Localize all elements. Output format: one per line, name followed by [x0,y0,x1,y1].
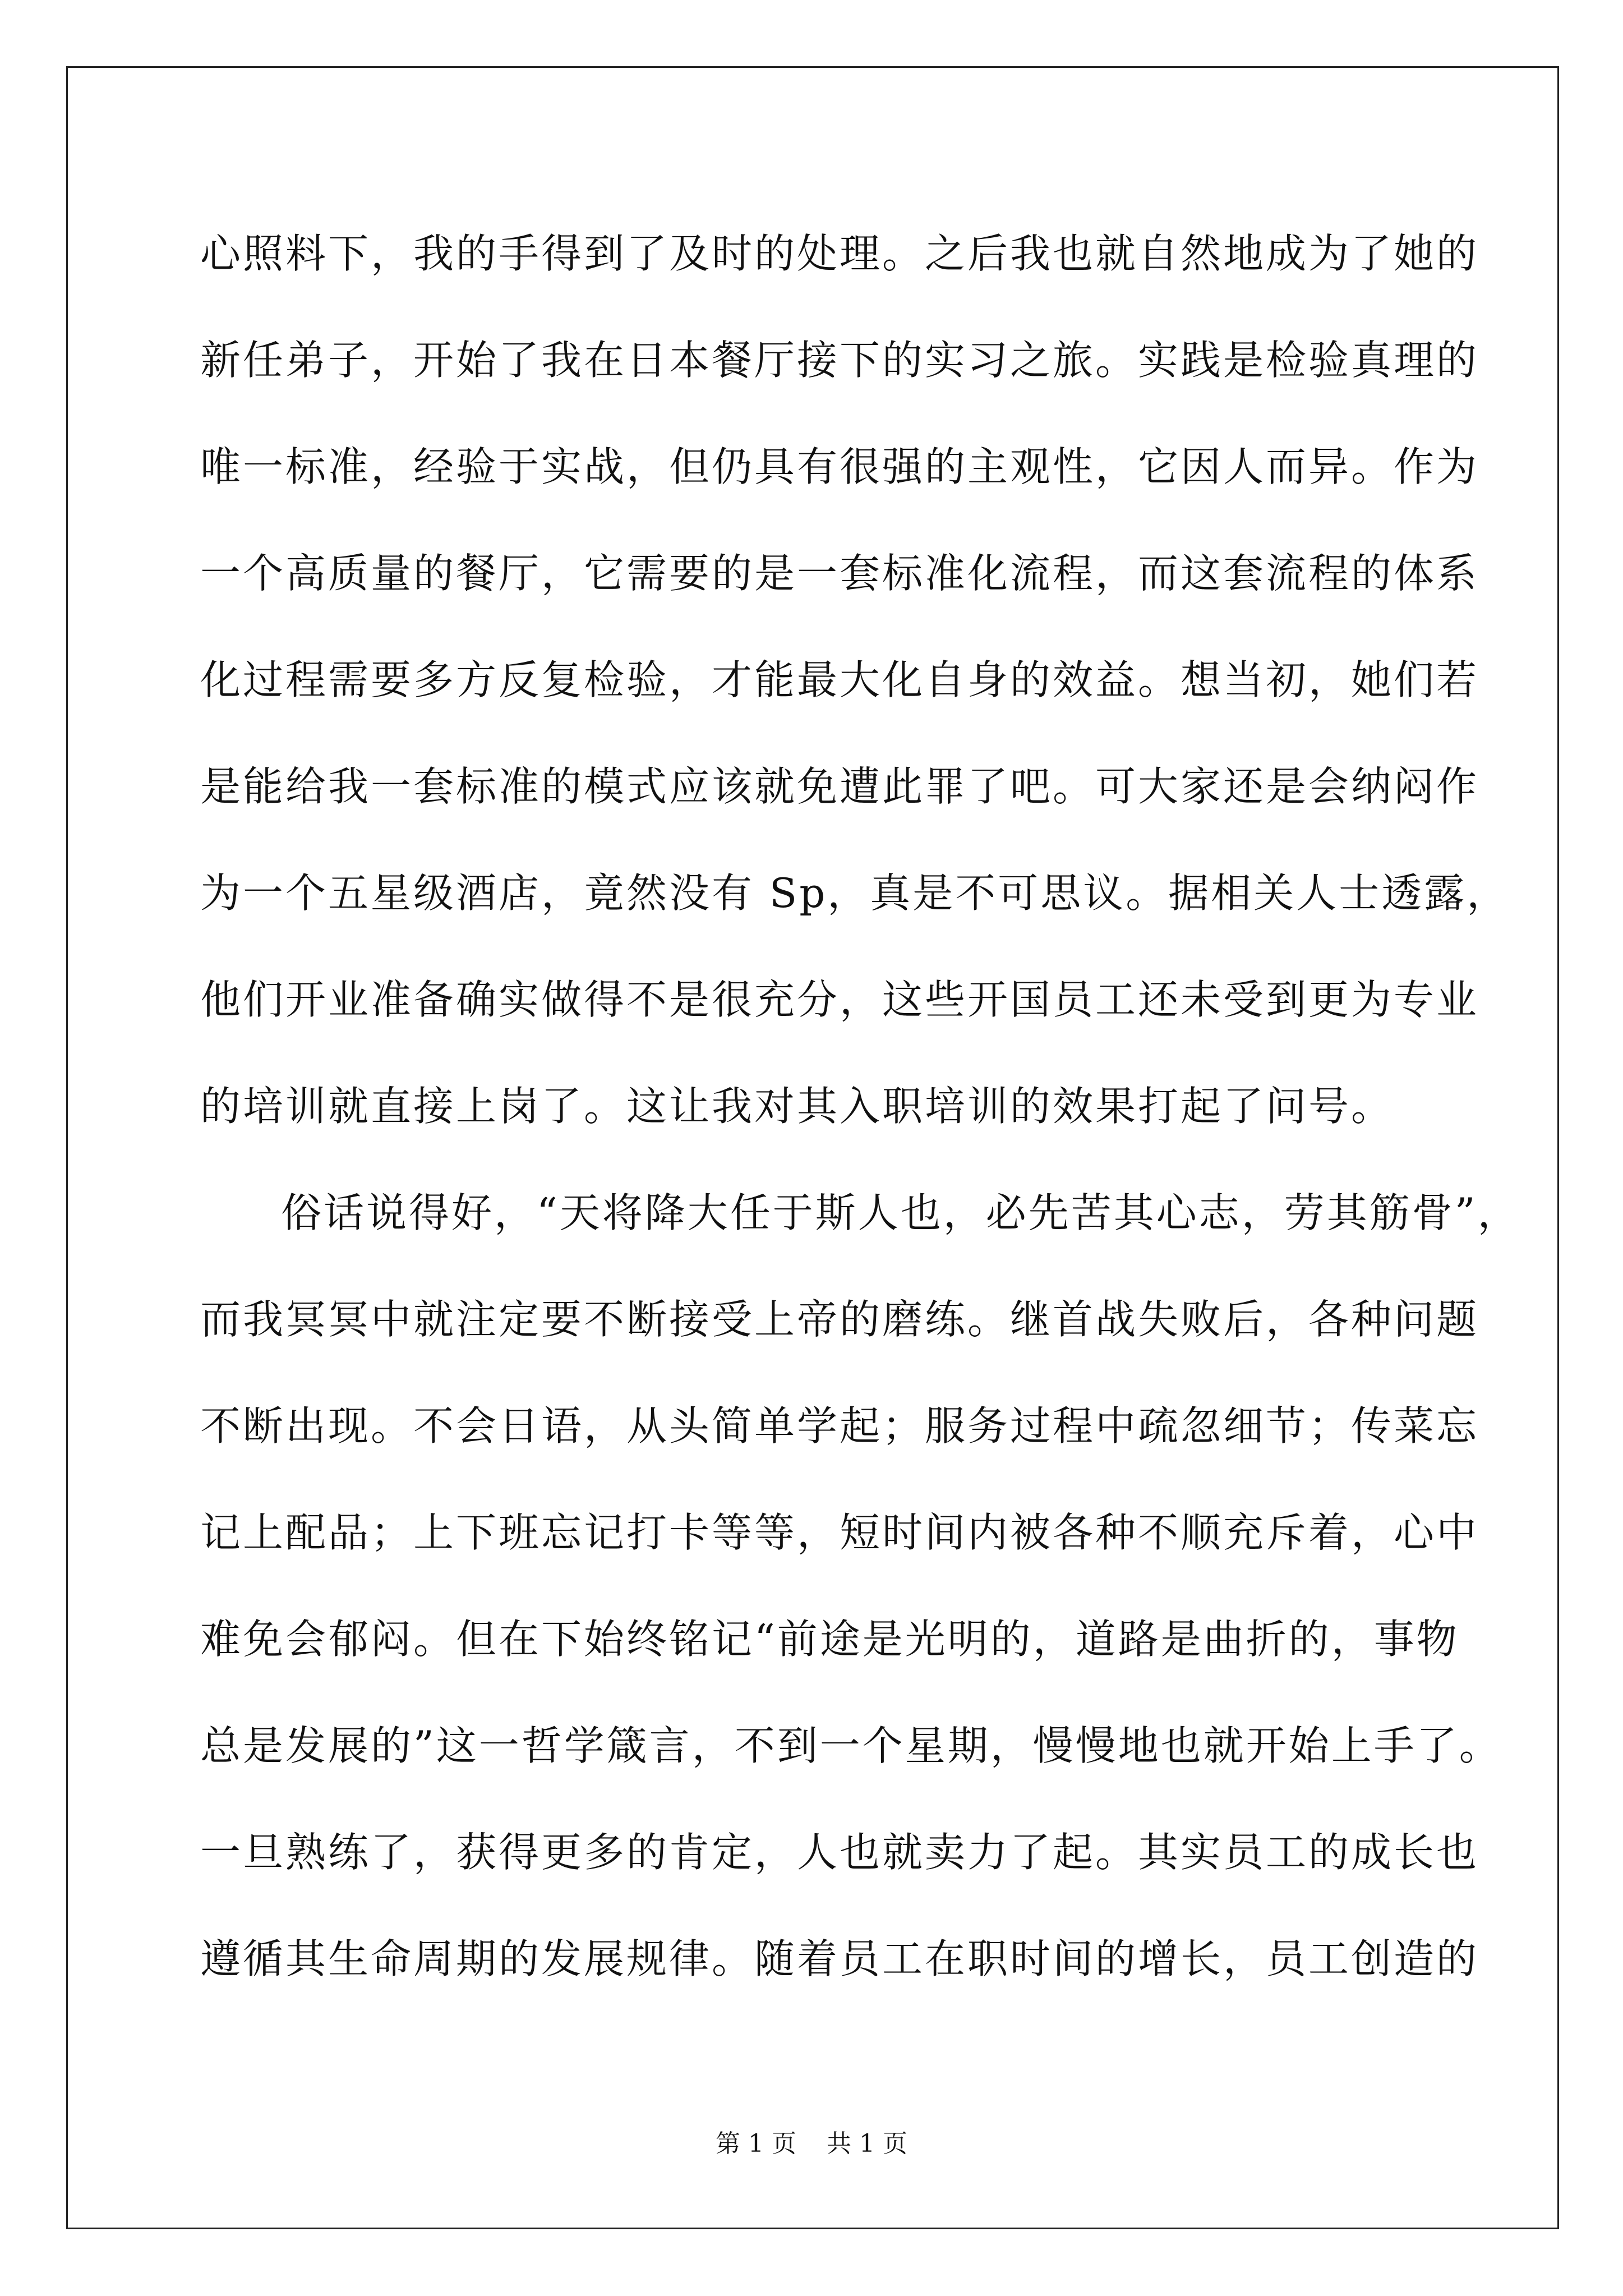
document-body [200,220,1520,2032]
text-line: 记上配品；上下班忘记打卡等等，短时间内被各种不顺充斥着，心中 [200,1509,1479,1556]
text-line: 是能给我一套标准的模式应该就免遭此罪了吧。可大家还是会纳闷作 [200,763,1479,810]
text-line: 化过程需要多方反复检验，才能最大化自身的效益。想当初，她们若 [200,656,1479,703]
text-line: 的培训就直接上岗了。这让我对其入职培训的效果打起了问号。 [200,1083,1394,1130]
text-line: 难免会郁闷。但在下始终铭记“前途是光明的，道路是曲折的，事物 [200,1616,1459,1663]
text-line: 一个高质量的餐厅，它需要的是一套标准化流程，而这套流程的体系 [200,550,1479,597]
text-line: 为一个五星级酒店，竟然没有 Sp，真是不可思议。据相关人士透露， [200,869,1510,917]
paragraph-first-line: 俗话说得好，“天将降大任于斯人也，必先苦其心志，劳其筋骨”， [281,1189,1520,1236]
text-line: 他们开业准备确实做得不是很充分，这些开国员工还未受到更为专业 [200,976,1479,1023]
text-line: 不断出现。不会日语，从头简单学起；服务过程中疏忽细节；传菜忘 [200,1402,1479,1450]
page-total: 共 1 页 [827,2129,907,2158]
page-footer [0,2127,1623,2161]
text-line: 一旦熟练了，获得更多的肯定，人也就卖力了起。其实员工的成长也 [200,1829,1479,1876]
text-line: 唯一标准，经验于实战，但仍具有很强的主观性，它因人而异。作为 [200,443,1479,490]
text-line: 总是发展的”这一哲学箴言，不到一个星期，慢慢地也就开始上手了。 [200,1722,1502,1769]
text-line: 遵循其生命周期的发展规律。随着员工在职时间的增长，员工创造的 [200,1935,1479,1982]
text-line: 新任弟子，开始了我在日本餐厅接下的实习之旅。实践是检验真理的 [200,337,1479,384]
text-line: 而我冥冥中就注定要不断接受上帝的磨练。继首战失败后，各种问题 [200,1296,1479,1343]
page-number: 第 1 页 [716,2129,796,2158]
text-line: 心照料下，我的手得到了及时的处理。之后我也就自然地成为了她的 [200,230,1479,277]
